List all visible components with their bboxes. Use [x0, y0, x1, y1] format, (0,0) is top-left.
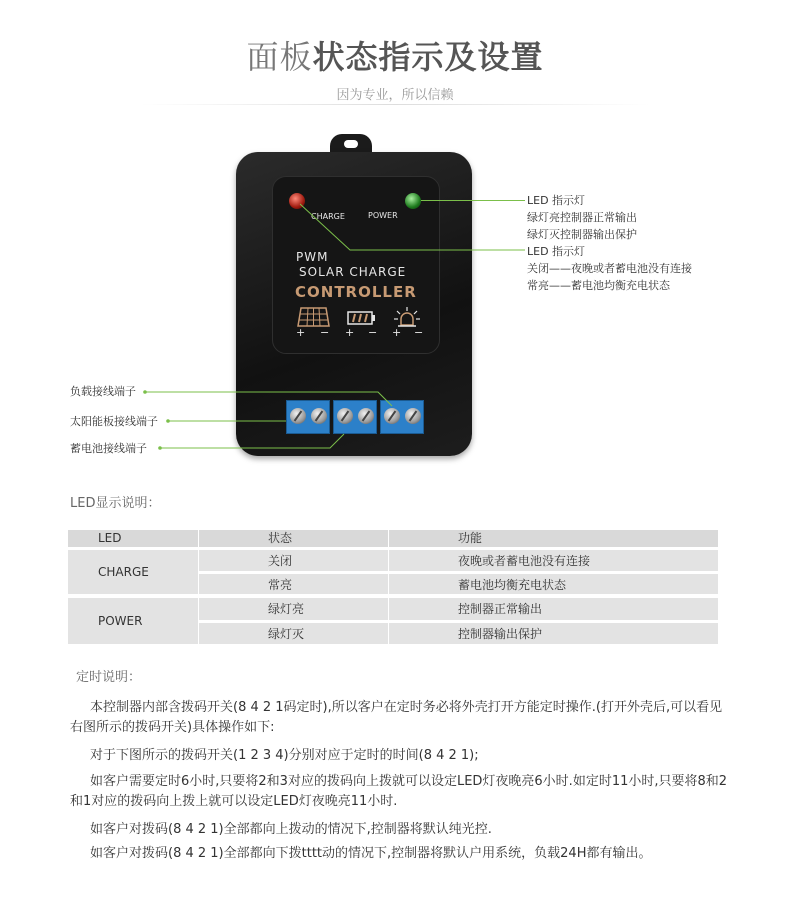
power-state-on: 绿灯亮 [268, 602, 305, 616]
title-bold: 状态指示及设置 [312, 38, 544, 76]
charge-function-on: 蓄电池均衡充电状态 [458, 578, 567, 592]
device-text-pwm: PWM [296, 250, 329, 264]
timer-paragraph-3: 如客户需要定时6小时,只要将2和3对应的拨码向上拨就可以设定LED灯夜晚亮6小时.如定时11小时,只要将8和2和1对应的拨码向上拨上就可以设定LED灯夜晚亮11小时. [70, 774, 728, 809]
charge-state-off: 关闭 [268, 554, 293, 568]
led-power-name: POWER [98, 614, 143, 628]
timer-paragraph-2: 对于下图所示的拨码开关(1 2 3 4)分别对应于定时的时间(8 4 2 1); [90, 748, 479, 763]
timer-paragraph-4: 如客户对拨码(8 4 2 1)全部都向上拨动的情况下,控制器将默认纯光控. [90, 822, 492, 837]
power-led-callout-line2: 绿灯灭控制器输出保护 [527, 228, 637, 241]
solar-minus-sign: − [320, 326, 330, 339]
solar-terminal-callout: 太阳能板接线端子 [70, 415, 158, 428]
led-charge-name: CHARGE [98, 565, 149, 579]
charge-led-callout-title: LED 指示灯 [527, 245, 586, 258]
power-label: POWER [368, 211, 398, 220]
power-function-on: 控制器正常输出 [458, 602, 543, 616]
header-state: 状态 [268, 531, 293, 545]
power-led-callout-title: LED 指示灯 [527, 194, 586, 207]
led-table [68, 530, 718, 644]
led-section-title: LED显示说明： [70, 496, 161, 511]
battery-terminal-callout: 蓄电池接线端子 [70, 442, 147, 455]
charge-function-off: 夜晚或者蓄电池没有连接 [458, 554, 591, 568]
device-text-controller: CONTROLLER [295, 283, 417, 301]
battery-plus-sign: + [345, 326, 355, 339]
load-terminal-callout: 负载接线端子 [70, 385, 136, 398]
page-subtitle: 因为专业，所以信赖 [336, 88, 454, 103]
load-plus-sign: + [392, 326, 402, 339]
led-table-header [68, 530, 718, 547]
timer-paragraph-1: 本控制器内部含拨码开关(8 4 2 1码定时),所以客户在定时务必将外壳打开方能定时操作.(打开外壳后,可以看见右图所示的拨码开关)具体操作如下: [70, 700, 723, 735]
power-led-callout-line1: 绿灯亮控制器正常输出 [527, 211, 637, 224]
device-text-solar: SOLAR CHARGE [299, 265, 407, 279]
header-function: 功能 [458, 531, 483, 545]
battery-minus-sign: − [368, 326, 378, 339]
timer-paragraph-5: 如客户对拨码(8 4 2 1)全部都向下拨tttt动的情况下,控制器将默认户用系统，负载24H都有输出。 [90, 846, 652, 861]
charge-led-callout-line2: 常亮——蓄电池均衡充电状态 [527, 279, 670, 292]
power-state-off: 绿灯灭 [268, 627, 305, 641]
solar-plus-sign: + [296, 326, 306, 339]
load-minus-sign: − [414, 326, 424, 339]
title-light: 面板 [246, 38, 313, 76]
power-function-off: 控制器输出保护 [458, 627, 543, 641]
charge-label: CHARGE [311, 212, 345, 221]
charge-led-callout-line1: 关闭——夜晚或者蓄电池没有连接 [527, 262, 692, 275]
timer-section-title: 定时说明： [76, 670, 142, 685]
header-led: LED [98, 531, 122, 545]
charge-state-on: 常亮 [268, 578, 293, 592]
